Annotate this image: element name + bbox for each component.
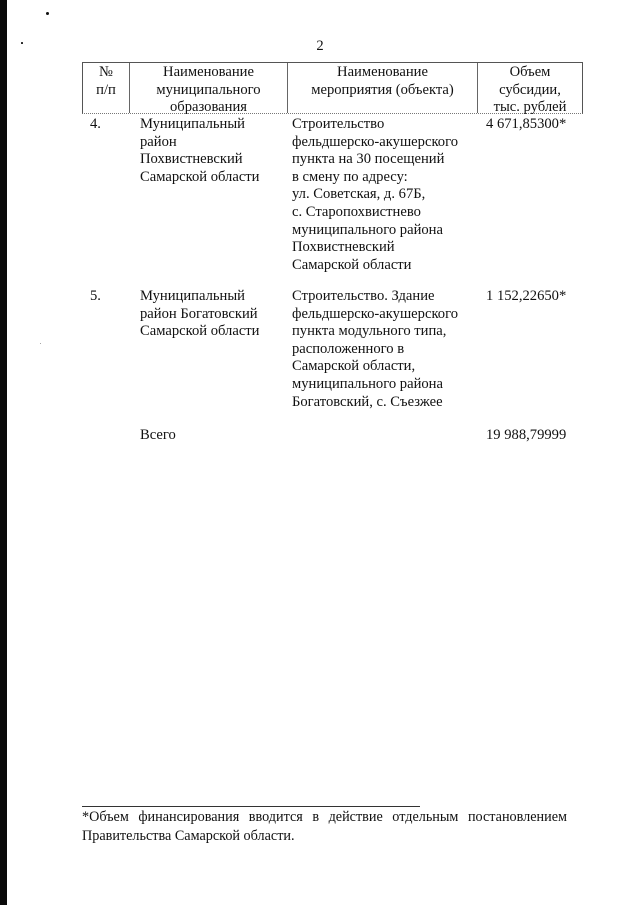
footnote	[82, 808, 567, 846]
text-line: муниципального района	[292, 221, 443, 238]
header-line: образования	[170, 99, 247, 116]
text-line: Муниципальный	[140, 288, 245, 304]
text-line: муниципального района	[292, 375, 443, 392]
scan-edge-shadow	[0, 0, 7, 905]
text-line: фельдшерско-акушерского	[292, 305, 459, 322]
header-line: Объем	[509, 64, 551, 80]
text-line: район	[140, 133, 177, 150]
row-municipality	[140, 288, 260, 341]
text-line: Муниципальный	[140, 116, 245, 132]
header-line: Наименование	[163, 64, 254, 80]
text-line: Самарской области	[292, 256, 412, 273]
scan-speck	[40, 343, 41, 344]
header-event	[287, 63, 477, 113]
row-number: 4.	[90, 116, 101, 132]
text-line: фельдшерско-акушерского	[292, 133, 459, 150]
row-number: 5.	[90, 288, 101, 304]
text-line: пункта на 30 посещений	[292, 151, 445, 168]
row-event	[292, 288, 458, 411]
row-amount: 1 152,22650*	[486, 288, 567, 304]
page-number: 2	[316, 38, 324, 54]
text-line: пункта модульного типа,	[292, 323, 447, 340]
row-amount: 4 671,85300*	[486, 116, 567, 132]
footnote-line: *Объем финансирования вводится в действие отдельным постановлением	[82, 809, 567, 825]
text-line: Строительство	[292, 116, 385, 132]
scan-speck	[46, 12, 49, 15]
total-amount: 19 988,79999	[486, 427, 567, 443]
text-line: Самарской области,	[292, 358, 416, 375]
row-event	[292, 116, 458, 274]
text-line: Строительство. Здание	[292, 288, 435, 304]
text-line: расположенного в	[292, 340, 405, 357]
text-line: ул. Советская, д. 67Б,	[292, 186, 426, 203]
header-line: муниципального	[156, 81, 261, 98]
header-line: п/п	[96, 81, 116, 98]
text-line: с. Старопохвистнево	[292, 203, 421, 220]
row-municipality	[140, 116, 260, 186]
text-line: район Богатовский	[140, 305, 258, 322]
footnote-divider	[82, 806, 420, 807]
header-line: тыс. рублей	[493, 99, 567, 116]
text-line: Похвистневский	[292, 239, 395, 256]
text-line: Самарской области	[140, 323, 260, 340]
header-line: мероприятия (объекта)	[311, 81, 454, 98]
text-line: в смену по адресу:	[292, 168, 408, 185]
header-line: №	[99, 64, 113, 80]
footnote-line: Правительства Самарской области.	[82, 828, 295, 844]
header-number	[83, 63, 129, 113]
header-line: Наименование	[337, 64, 428, 80]
text-line: Богатовский, с. Съезжее	[292, 393, 443, 410]
table-header	[82, 62, 583, 114]
header-municipality	[129, 63, 287, 116]
text-line: Похвистневский	[140, 151, 243, 168]
total-label: Всего	[140, 427, 176, 443]
text-line: Самарской области	[140, 168, 260, 185]
header-subsidy	[477, 63, 582, 116]
header-line: субсидии,	[499, 81, 561, 98]
